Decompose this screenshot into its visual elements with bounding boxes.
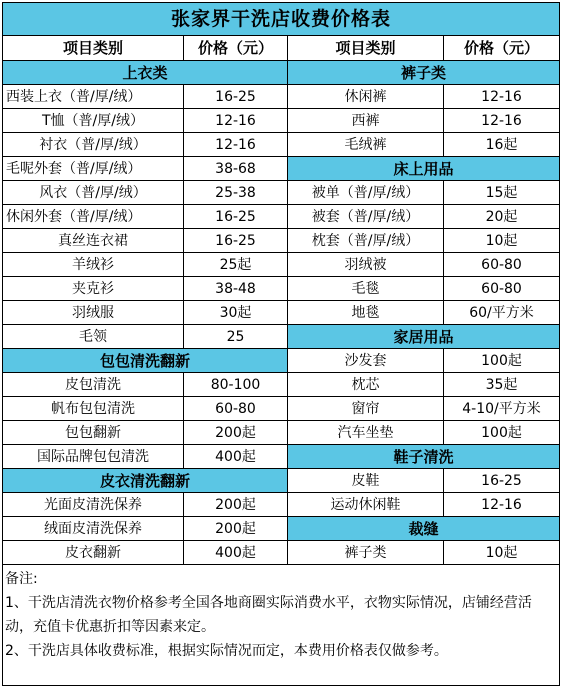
col-header-item-left: 项目类别 bbox=[3, 36, 184, 61]
price-table-body bbox=[3, 3, 560, 686]
column-header-row bbox=[3, 36, 560, 61]
left-item-price: 16-25 bbox=[184, 229, 288, 253]
left-item-price: 12-16 bbox=[184, 133, 288, 157]
table-row bbox=[3, 397, 560, 421]
left-item-price: 38-48 bbox=[184, 277, 288, 301]
right-item-name: 地毯 bbox=[288, 301, 444, 325]
right-item-name: 窗帘 bbox=[288, 397, 444, 421]
right-item-name: 毛绒裤 bbox=[288, 133, 444, 157]
notes-label: 备注: bbox=[5, 571, 38, 587]
left-section-header: 皮衣清洗翻新 bbox=[3, 469, 288, 493]
right-section-header: 裤子类 bbox=[288, 61, 560, 85]
left-item-price: 25 bbox=[184, 325, 288, 349]
table-row bbox=[3, 277, 560, 301]
left-item-name: 真丝连衣裙 bbox=[3, 229, 184, 253]
left-item-name: 毛领 bbox=[3, 325, 184, 349]
table-row bbox=[3, 229, 560, 253]
right-item-name: 皮鞋 bbox=[288, 469, 444, 493]
table-row bbox=[3, 301, 560, 325]
right-item-price: 16-25 bbox=[444, 469, 560, 493]
left-item-price: 400起 bbox=[184, 445, 288, 469]
table-row bbox=[3, 133, 560, 157]
left-item-price: 16-25 bbox=[184, 205, 288, 229]
left-item-price: 80-100 bbox=[184, 373, 288, 397]
right-item-price: 35起 bbox=[444, 373, 560, 397]
table-row bbox=[3, 157, 560, 181]
notes-line2: 2、干洗店具体收费标准，根据实际情况而定，本费用价格表仅做参考。 bbox=[5, 643, 448, 659]
notes-line1: 1、干洗店清洗衣物价格参考全国各地商圈实际消费水平，衣物实际情况，店铺经营活动，充值卡优惠折扣等因素来定。 bbox=[5, 595, 532, 635]
right-item-name: 羽绒被 bbox=[288, 253, 444, 277]
right-item-name: 裤子类 bbox=[288, 541, 444, 565]
left-item-price: 200起 bbox=[184, 493, 288, 517]
right-item-price: 10起 bbox=[444, 541, 560, 565]
left-item-name: 毛呢外套（普/厚/绒） bbox=[3, 157, 184, 181]
right-item-name: 汽车坐垫 bbox=[288, 421, 444, 445]
table-row bbox=[3, 469, 560, 493]
table-row bbox=[3, 85, 560, 109]
table-row bbox=[3, 109, 560, 133]
table-row bbox=[3, 373, 560, 397]
table-row bbox=[3, 181, 560, 205]
left-section-header: 包包清洗翻新 bbox=[3, 349, 288, 373]
right-item-price: 100起 bbox=[444, 349, 560, 373]
table-row bbox=[3, 541, 560, 565]
left-item-price: 12-16 bbox=[184, 109, 288, 133]
table-row bbox=[3, 493, 560, 517]
left-item-name: 西装上衣（普/厚/绒） bbox=[3, 85, 184, 109]
left-item-name: 光面皮清洗保养 bbox=[3, 493, 184, 517]
left-item-price: 38-68 bbox=[184, 157, 288, 181]
left-item-price: 16-25 bbox=[184, 85, 288, 109]
right-item-name: 枕套（普/厚/绒） bbox=[288, 229, 444, 253]
left-item-name: 休闲外套（普/厚/绒） bbox=[3, 205, 184, 229]
left-item-name: 帆布包包清洗 bbox=[3, 397, 184, 421]
left-item-name: 羽绒服 bbox=[3, 301, 184, 325]
left-item-name: 风衣（普/厚/绒） bbox=[3, 181, 184, 205]
left-item-name: T恤（普/厚/绒） bbox=[3, 109, 184, 133]
left-item-price: 25起 bbox=[184, 253, 288, 277]
table-row bbox=[3, 61, 560, 85]
right-item-price: 12-16 bbox=[444, 109, 560, 133]
right-item-price: 100起 bbox=[444, 421, 560, 445]
right-item-price: 12-16 bbox=[444, 493, 560, 517]
right-item-name: 毛毯 bbox=[288, 277, 444, 301]
table-row bbox=[3, 253, 560, 277]
left-item-name: 绒面皮清洗保养 bbox=[3, 517, 184, 541]
right-item-price: 15起 bbox=[444, 181, 560, 205]
right-item-name: 休闲裤 bbox=[288, 85, 444, 109]
left-item-price: 25-38 bbox=[184, 181, 288, 205]
right-section-header: 裁缝 bbox=[288, 517, 560, 541]
price-table bbox=[2, 2, 560, 686]
left-section-header: 上衣类 bbox=[3, 61, 288, 85]
left-item-name: 国际品牌包包清洗 bbox=[3, 445, 184, 469]
left-item-name: 羊绒衫 bbox=[3, 253, 184, 277]
right-item-name: 运动休闲鞋 bbox=[288, 493, 444, 517]
col-header-item-right: 项目类别 bbox=[288, 36, 444, 61]
left-item-price: 400起 bbox=[184, 541, 288, 565]
table-title: 张家界干洗店收费价格表 bbox=[3, 3, 560, 36]
right-item-price: 60-80 bbox=[444, 253, 560, 277]
right-item-name: 枕芯 bbox=[288, 373, 444, 397]
table-row bbox=[3, 325, 560, 349]
right-item-name: 被套（普/厚/绒） bbox=[288, 205, 444, 229]
left-item-name: 衬衣（普/厚/绒） bbox=[3, 133, 184, 157]
col-header-price-left: 价格（元） bbox=[184, 36, 288, 61]
right-item-price: 16起 bbox=[444, 133, 560, 157]
right-item-price: 60/平方米 bbox=[444, 301, 560, 325]
left-item-name: 皮衣翻新 bbox=[3, 541, 184, 565]
left-item-price: 60-80 bbox=[184, 397, 288, 421]
left-item-name: 夹克衫 bbox=[3, 277, 184, 301]
right-item-price: 20起 bbox=[444, 205, 560, 229]
left-item-name: 皮包清洗 bbox=[3, 373, 184, 397]
notes-cell bbox=[3, 565, 560, 686]
title-row bbox=[3, 3, 560, 36]
right-item-price: 12-16 bbox=[444, 85, 560, 109]
left-item-price: 200起 bbox=[184, 517, 288, 541]
table-row bbox=[3, 445, 560, 469]
table-row bbox=[3, 421, 560, 445]
right-item-price: 10起 bbox=[444, 229, 560, 253]
col-header-price-right: 价格（元） bbox=[444, 36, 560, 61]
right-section-header: 床上用品 bbox=[288, 157, 560, 181]
notes-row bbox=[3, 565, 560, 686]
table-row bbox=[3, 205, 560, 229]
right-section-header: 鞋子清洗 bbox=[288, 445, 560, 469]
right-item-name: 西裤 bbox=[288, 109, 444, 133]
right-item-price: 60-80 bbox=[444, 277, 560, 301]
right-item-name: 被单（普/厚/绒） bbox=[288, 181, 444, 205]
left-item-price: 200起 bbox=[184, 421, 288, 445]
table-row bbox=[3, 349, 560, 373]
table-row bbox=[3, 517, 560, 541]
right-section-header: 家居用品 bbox=[288, 325, 560, 349]
right-item-name: 沙发套 bbox=[288, 349, 444, 373]
right-item-price: 4-10/平方米 bbox=[444, 397, 560, 421]
left-item-price: 30起 bbox=[184, 301, 288, 325]
left-item-name: 包包翻新 bbox=[3, 421, 184, 445]
